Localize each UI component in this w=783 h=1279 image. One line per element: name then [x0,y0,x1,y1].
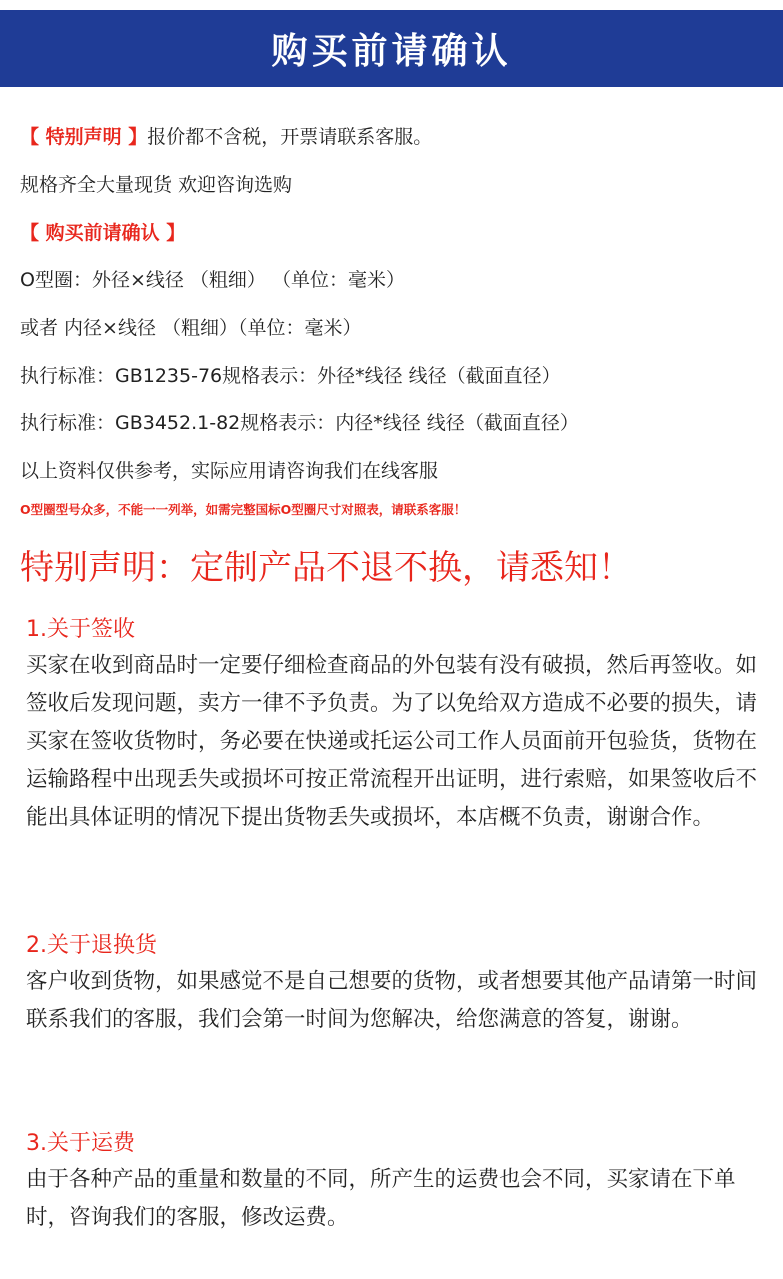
stock-notice: 规格齐全大量现货 欢迎咨询选购 [20,174,293,196]
oring-outer-spec: O型圈：外径×线径 （粗细） （单位：毫米） [20,269,405,291]
reference-note: 以上资料仅供参考，实际应用请咨询我们在线客服 [20,460,439,482]
size-chart-warning: O型圈型号众多，不能一一列举，如需完整国标O型圈尺寸对照表，请联系客服！ [20,502,467,517]
section-body-returns: 客户收到货物，如果感觉不是自己想要的货物，或者想要其他产品请第一时间联系我们的客服，我们会第一时间为您解决，给您满意的答复，谢谢。 [26,969,758,1032]
standard-gb1235: 执行标准：GB1235-76规格表示：外径*线径 线径（截面直径） [20,365,561,387]
oring-inner-spec: 或者 内径×线径 （粗细）（单位：毫米） [20,317,362,339]
header-banner [0,10,783,87]
page-title: 购买前请确认 [271,31,512,72]
special-notice-line [20,122,432,149]
special-notice-tag: 【 特别声明 】 [20,126,148,148]
confirm-heading: 【 购买前请确认 】 [20,222,186,244]
special-notice-text: 报价都不含税，开票请联系客服。 [147,126,433,148]
section-body-signing: 买家在收到商品时一定要仔细检查商品的外包装有没有破损，然后再签收。如签收后发现问题，卖方一律不予负责。为了以免给双方造成不必要的损失，请买家在签收货物时，务必要在快递或托运公司工作人员面前开包验货，货物在运输路程中出现丢失或损坏可按正常流程开出证明，进行索赔，如果签收后不能出具体证明的情况下提出货物丢失或损坏，本店概不负责，谢谢合作。 [26,653,758,830]
section-title-returns: 2.关于退换货 [26,933,157,958]
section-title-shipping: 3.关于运费 [26,1131,135,1156]
custom-no-return-warning: 特别声明：定制产品不退不换，请悉知！ [20,548,632,588]
standard-gb3452: 执行标准：GB3452.1-82规格表示：内径*线径 线径（截面直径） [20,412,579,434]
section-title-signing: 1.关于签收 [26,617,135,642]
section-body-shipping: 由于各种产品的重量和数量的不同，所产生的运费也会不同，买家请在下单时，咨询我们的客服，修改运费。 [26,1167,736,1230]
